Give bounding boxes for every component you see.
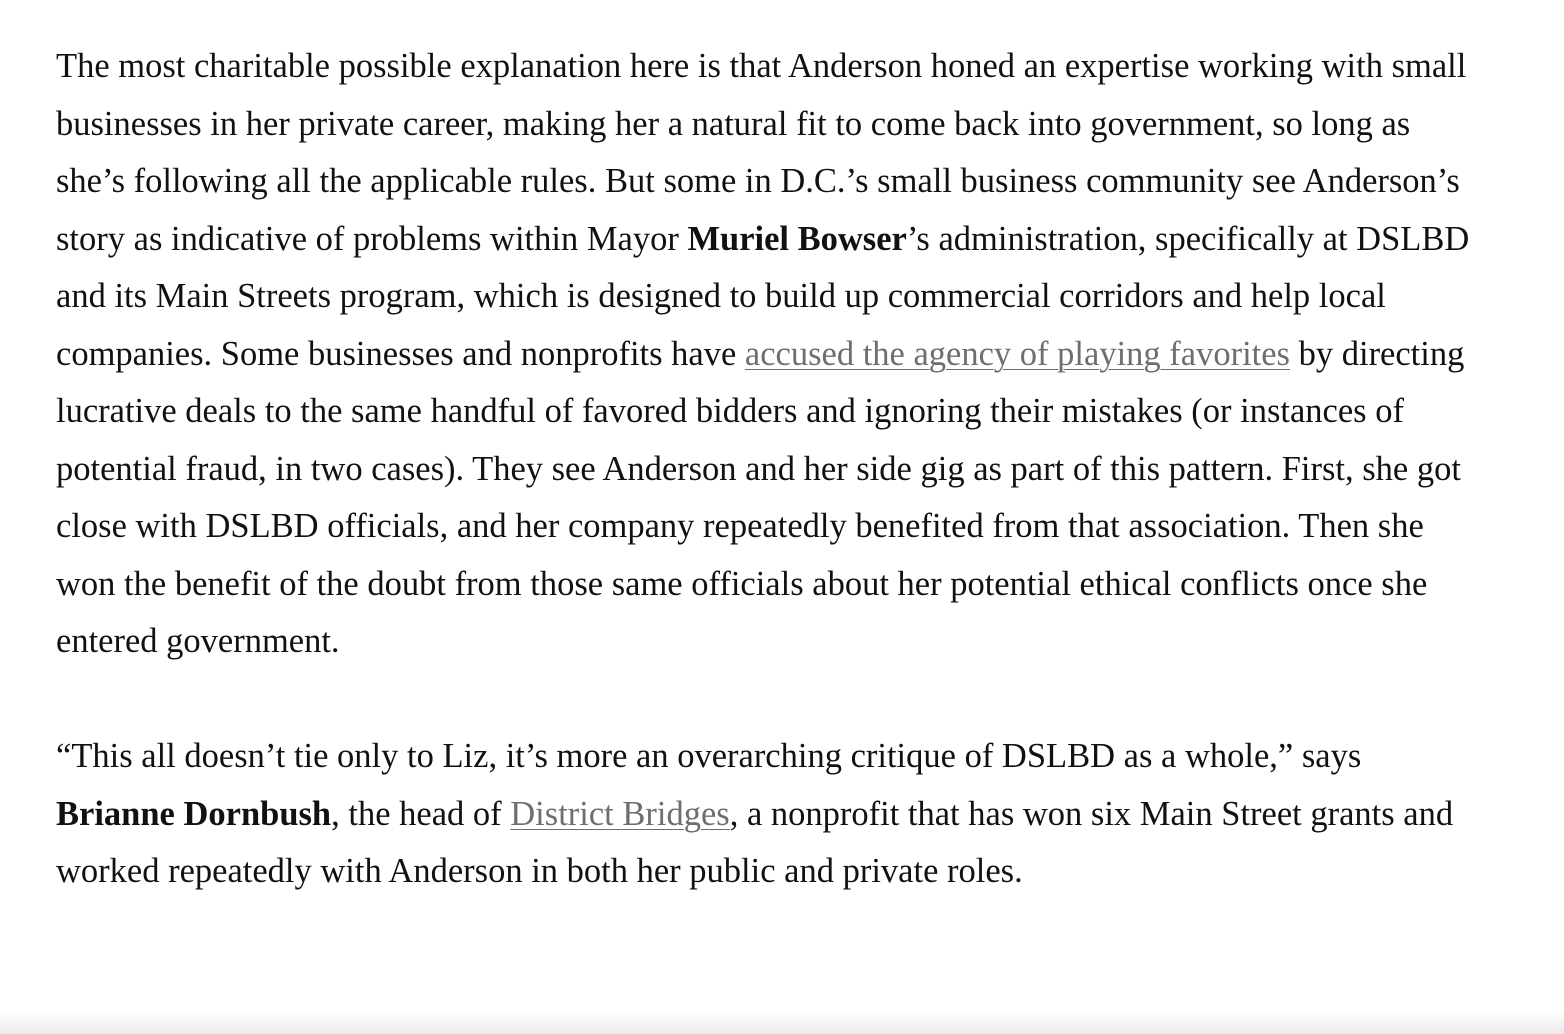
link-district-bridges[interactable]: District Bridges — [510, 794, 730, 833]
link-accused-agency-playing-favorites[interactable]: accused the agency of playing favorites — [744, 334, 1290, 373]
paragraph-1-text-a: The most charitable possible explanation here is that Anderson honed an expertise working with small businesses in her private career, making her a natural fit to come back into government, so long as she’s following all the applicable rules. But some in D.C.’s small business community see Anderson’s story as indicative of problems within Mayor — [56, 47, 1467, 258]
paragraph-2-text-b: , the head of — [331, 794, 511, 833]
paragraph-1-text-c: by directing lucrative deals to the same handful of favored bidders and ignoring their mistakes (or instances of potential fraud, in two cases). They see Anderson and her side gig as part of this pattern. First, she got close with DSLBD officials, and her company repeatedly benefited from that association. Then she won the benefit of the doubt from those same officials about her potential ethical conflicts once she entered government. — [56, 334, 1465, 660]
bottom-fade-overlay — [0, 1010, 1564, 1034]
paragraph-2 — [56, 728, 1476, 901]
person-name-muriel-bowser: Muriel Bowser — [687, 219, 907, 258]
person-name-brianne-dornbush: Brianne Dornbush — [56, 794, 332, 833]
paragraph-1-text-b: ’s administration, specifically at DSLBD and its Main Streets program, which is designed to build up commercial corridors and help local companies. Some businesses and nonprofits have — [56, 219, 1470, 373]
paragraph-1 — [56, 38, 1476, 671]
article-body — [56, 38, 1476, 901]
paragraph-2-text-c: , a nonprofit that has won six Main Street grants and worked repeatedly with Anderson in both her public and private roles. — [56, 794, 1454, 890]
paragraph-2-text-a: “This all doesn’t tie only to Liz, it’s more an overarching critique of DSLBD as a whole,” says — [56, 737, 1362, 775]
